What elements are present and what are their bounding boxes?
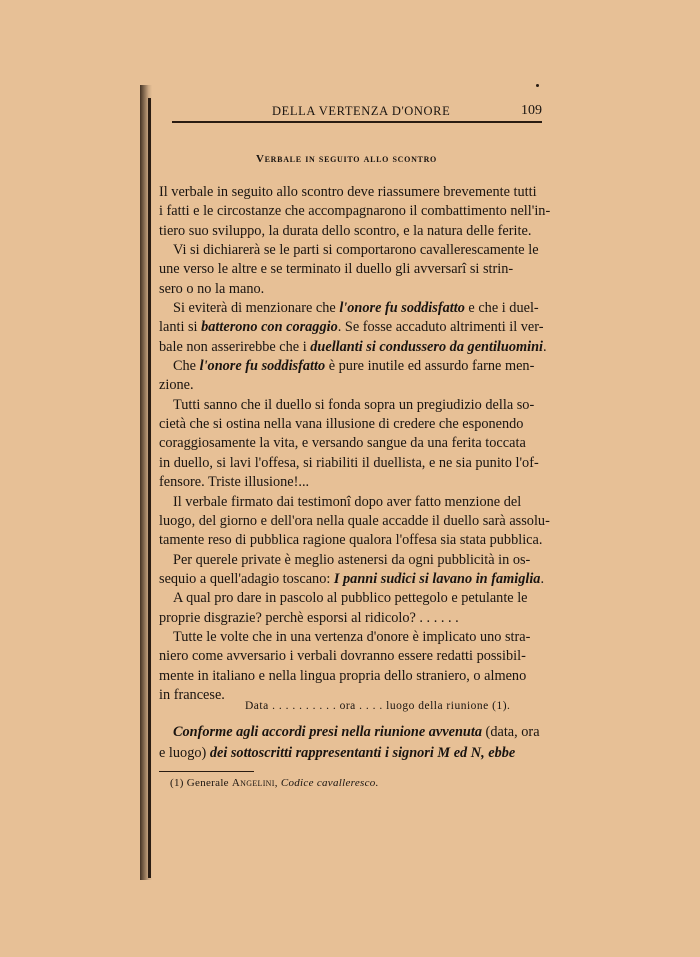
ink-speck xyxy=(536,84,539,87)
text-line: Conforme agli accordi presi nella riunione avvenuta (data, ora xyxy=(173,724,540,740)
text-line: Si eviterà di menzionare che l'onore fu soddisfatto e che i duel- xyxy=(173,300,539,317)
text-line: tamente reso di pubblica ragione qualora l'offesa sia stata pubblica. xyxy=(159,532,543,549)
text-line: Vi si dichiarerà se le parti si comportarono cavallerescamente le xyxy=(173,242,539,259)
emphasis: dei sottoscritti rappresentanti i signori M ed N, ebbe xyxy=(209,745,516,761)
section-title: Verbale in seguito allo scontro xyxy=(256,153,437,165)
text-line: coraggiosamente la vita, e versando sangue da una ferita toccata xyxy=(159,435,526,452)
text-line: luogo, del giorno e dell'ora nella quale accadde il duello sarà assolu- xyxy=(159,512,550,529)
emphasis: Conforme agli accordi presi nella riunione avvenuta xyxy=(173,724,482,740)
text-line: lanti si batterono con coraggio. Se fosse accaduto altrimenti il ver- xyxy=(159,319,544,336)
text-line: e luogo) dei sottoscritti rappresentanti i signori M ed N, ebbe xyxy=(159,745,516,761)
footnote xyxy=(170,777,379,789)
text-line: in francese. xyxy=(159,686,225,703)
text-line: Il verbale in seguito allo scontro deve riassumere brevemente tutti xyxy=(159,184,537,200)
text-line: Il verbale firmato dai testimonî dopo aver fatto menzione del xyxy=(173,493,522,510)
text-line: une verso le altre e se terminato il duello gli avversarî si strin- xyxy=(159,261,514,278)
text-line: mente in italiano e nella lingua propria dello straniero, o almeno xyxy=(159,667,527,684)
emphasis: I panni sudici si lavano in famiglia xyxy=(333,570,541,587)
text-line: tiero suo sviluppo, la durata dello scontro, e la natura delle ferite. xyxy=(159,222,532,239)
emphasis: l'onore fu soddisfatto xyxy=(339,300,465,317)
text-line: Tutte le volte che in una vertenza d'onore è implicato uno stra- xyxy=(173,628,531,645)
text-line: Tutti sanno che il duello si fonda sopra un pregiudizio della so- xyxy=(173,396,535,413)
emphasis: duellanti si condussero da gentiluomini xyxy=(310,338,544,355)
text-line: Per querele private è meglio astenersi da ogni pubblicità in os- xyxy=(173,551,531,568)
footnote-rule xyxy=(159,771,254,772)
emphasis: l'onore fu soddisfatto xyxy=(199,358,326,375)
text-line: i fatti e le circostanze che accompagnarono il combattimento nell'in- xyxy=(159,203,551,220)
body-text xyxy=(159,183,551,705)
text-line: proprie disgrazie? perchè esporsi al ridicolo? . . . . . . xyxy=(159,609,459,626)
text-line: cietà che si ostina nella vana illusione di credere che esponendo xyxy=(159,416,524,433)
text-line: Che l'onore fu soddisfatto è pure inutile ed assurdo farne men- xyxy=(173,358,535,375)
header-rule xyxy=(172,121,542,123)
text-line: sero o no la mano. xyxy=(159,280,265,297)
text-line: niero come avversario i verbali dovranno essere redatti possibil- xyxy=(159,648,526,665)
text-line: in duello, si lavi l'offesa, si riabiliti il duellista, e ne sia punito l'of- xyxy=(159,454,539,471)
text-line: fensore. Triste illusione!... xyxy=(159,474,310,491)
footnote-author: Angelini, xyxy=(231,777,278,789)
form-template-text xyxy=(159,722,540,764)
form-template-line: Data . . . . . . . . . . ora . . . . luogo della riunione (1). xyxy=(245,700,511,712)
text-line: zione. xyxy=(159,377,194,394)
running-head-title: DELLA VERTENZA D'ONORE xyxy=(272,104,451,118)
text-line: sequio a quell'adagio toscano: I panni sudici si lavano in famiglia. xyxy=(159,570,545,587)
page-number: 109 xyxy=(521,103,542,118)
footnote-marker: (1) Generale xyxy=(170,777,232,789)
text-line: A qual pro dare in pascolo al pubblico pettegolo e petulante le xyxy=(173,590,528,607)
page-edge-line xyxy=(148,98,151,878)
footnote-work: Codice cavalleresco. xyxy=(280,777,379,789)
emphasis: batterono con coraggio xyxy=(201,319,338,336)
text-line: bale non asserirebbe che i duellanti si condussero da gentiluomini. xyxy=(159,338,547,355)
